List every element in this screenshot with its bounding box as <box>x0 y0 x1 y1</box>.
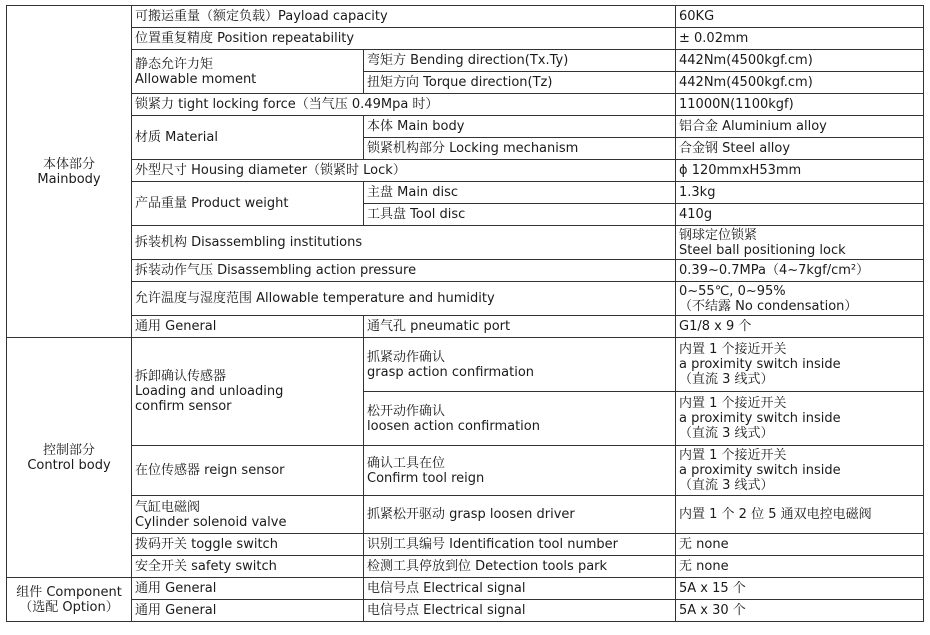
section-component <box>7 578 132 622</box>
pressure-value: 0.39~0.7MPa（4~7kgf/cm²） <box>676 260 924 282</box>
row-temperature <box>7 282 924 316</box>
reign-sub-cn: 确认工具在位 <box>367 455 446 471</box>
bending-value: 442Nm(4500kgf.cm) <box>676 50 924 72</box>
reign-sub-en: Confirm tool reign <box>367 470 485 486</box>
pressure-label: 拆装动作气压 Disassembling action pressure <box>132 260 676 282</box>
safety-value: 无 none <box>676 556 924 578</box>
row-reign <box>7 446 924 496</box>
moment-label-en: Allowable moment <box>135 71 257 87</box>
payload-label: 可搬运重量（额定负载）Payload capacity <box>132 6 676 28</box>
material-label: 材质 Material <box>132 116 364 160</box>
component-15-value: 5A x 15 个 <box>676 578 924 600</box>
locking-force-value: 11000N(1100kgf) <box>676 94 924 116</box>
reign-value-cn: 内置 1 个接近开关 <box>679 448 787 463</box>
material-lock-sub: 锁紧机构部分 Locking mechanism <box>364 138 676 160</box>
row-housing <box>7 160 924 182</box>
disassembling-value-en: Steel ball positioning lock <box>679 242 846 258</box>
toggle-sub: 识别工具编号 Identification tool number <box>364 534 676 556</box>
component-15-label: 通用 General <box>132 578 364 600</box>
loosen-sub <box>364 392 676 446</box>
repeatability-value: ± 0.02mm <box>676 28 924 50</box>
specification-table <box>6 5 924 622</box>
torque-sub: 扭矩方向 Torque direction(Tz) <box>364 72 676 94</box>
weight-main-value: 1.3kg <box>676 182 924 204</box>
row-weight-main <box>7 182 924 204</box>
section-mainbody-cn: 本体部分 <box>42 156 95 172</box>
grasp-value-note: （直流 3 线式） <box>679 372 774 387</box>
safety-label: 安全开关 safety switch <box>132 556 364 578</box>
row-moment-bending <box>7 50 924 72</box>
sensor-label-cn: 拆卸确认传感器 <box>135 369 227 384</box>
repeatability-label: 位置重复精度 Position repeatability <box>132 28 676 50</box>
moment-label <box>132 50 364 94</box>
section-control-cn: 控制部分 <box>42 442 95 458</box>
reign-value <box>676 446 924 496</box>
disassembling-label: 拆装机构 Disassembling institutions <box>132 226 676 260</box>
general-port-value: G1/8 x 9 个 <box>676 316 924 338</box>
row-payload <box>7 6 924 28</box>
row-component-30 <box>7 600 924 622</box>
row-safety <box>7 556 924 578</box>
sensor-label <box>132 338 364 446</box>
section-control-en: Control body <box>27 457 111 473</box>
loosen-value-en: a proximity switch inside <box>679 411 841 426</box>
solenoid-label-en: Cylinder solenoid valve <box>135 514 287 530</box>
section-component-cn: 组件 Component <box>16 584 122 600</box>
component-30-value: 5A x 30 个 <box>676 600 924 622</box>
loosen-value <box>676 392 924 446</box>
loosen-value-note: （直流 3 线式） <box>679 426 774 441</box>
grasp-sub-en: grasp action confirmation <box>367 364 535 380</box>
component-30-sub: 电信号点 Electrical signal <box>364 600 676 622</box>
weight-tool-sub: 工具盘 Tool disc <box>364 204 676 226</box>
section-component-option: （选配 Option） <box>19 599 119 615</box>
loosen-sub-cn: 松开动作确认 <box>367 403 446 419</box>
general-port-label: 通用 General <box>132 316 364 338</box>
row-component-15 <box>7 578 924 600</box>
row-repeatability <box>7 28 924 50</box>
torque-value: 442Nm(4500kgf.cm) <box>676 72 924 94</box>
material-body-value: 铝合金 Aluminium alloy <box>676 116 924 138</box>
weight-label: 产品重量 Product weight <box>132 182 364 226</box>
safety-sub: 检测工具停放到位 Detection tools park <box>364 556 676 578</box>
grasp-sub <box>364 338 676 392</box>
row-disassembling <box>7 226 924 260</box>
temperature-value-range: 0~55℃, 0~95% <box>679 283 786 299</box>
material-body-sub: 本体 Main body <box>364 116 676 138</box>
row-toggle <box>7 534 924 556</box>
component-15-sub: 电信号点 Electrical signal <box>364 578 676 600</box>
row-solenoid <box>7 496 924 534</box>
reign-value-en: a proximity switch inside <box>679 463 841 478</box>
weight-main-sub: 主盘 Main disc <box>364 182 676 204</box>
solenoid-sub: 抓紧松开驱动 grasp loosen driver <box>364 496 676 534</box>
solenoid-value: 内置 1 个 2 位 5 通双电控电磁阀 <box>676 496 924 534</box>
housing-value: ϕ 120mmxH53mm <box>676 160 924 182</box>
reign-value-note: （直流 3 线式） <box>679 478 774 493</box>
bending-sub: 弯矩方 Bending direction(Tx.Ty) <box>364 50 676 72</box>
grasp-value <box>676 338 924 392</box>
weight-tool-value: 410g <box>676 204 924 226</box>
sensor-label-en-1: Loading and unloading <box>135 384 284 399</box>
component-30-label: 通用 General <box>132 600 364 622</box>
solenoid-label-cn: 气缸电磁阀 <box>135 499 201 515</box>
sensor-label-en-2: confirm sensor <box>135 399 232 414</box>
loosen-sub-en: loosen action confirmation <box>367 418 540 434</box>
housing-label: 外型尺寸 Housing diameter（锁紧时 Lock） <box>132 160 676 182</box>
reign-label: 在位传感器 reign sensor <box>132 446 364 496</box>
grasp-value-cn: 内置 1 个接近开关 <box>679 342 787 357</box>
temperature-label: 允许温度与湿度范围 Allowable temperature and humidity <box>132 282 676 316</box>
toggle-label: 拨码开关 toggle switch <box>132 534 364 556</box>
payload-value: 60KG <box>676 6 924 28</box>
grasp-value-en: a proximity switch inside <box>679 357 841 372</box>
reign-sub <box>364 446 676 496</box>
locking-force-label: 锁紧力 tight locking force（当气压 0.49Mpa 时） <box>132 94 676 116</box>
material-lock-value: 合金钢 Steel alloy <box>676 138 924 160</box>
row-pressure <box>7 260 924 282</box>
section-control <box>7 338 132 578</box>
row-material-body <box>7 116 924 138</box>
temperature-value <box>676 282 924 316</box>
toggle-value: 无 none <box>676 534 924 556</box>
moment-label-cn: 静态允许力矩 <box>135 56 214 72</box>
section-mainbody-en: Mainbody <box>37 171 101 187</box>
disassembling-value-cn: 钢球定位锁紧 <box>679 227 758 243</box>
temperature-value-note: （不结露 No condensation） <box>679 298 858 314</box>
row-sensor-grasp <box>7 338 924 392</box>
row-locking-force <box>7 94 924 116</box>
row-general-port <box>7 316 924 338</box>
grasp-sub-cn: 抓紧动作确认 <box>367 349 446 365</box>
loosen-value-cn: 内置 1 个接近开关 <box>679 396 787 411</box>
section-mainbody <box>7 6 132 338</box>
general-port-sub: 通气孔 pneumatic port <box>364 316 676 338</box>
solenoid-label <box>132 496 364 534</box>
disassembling-value <box>676 226 924 260</box>
